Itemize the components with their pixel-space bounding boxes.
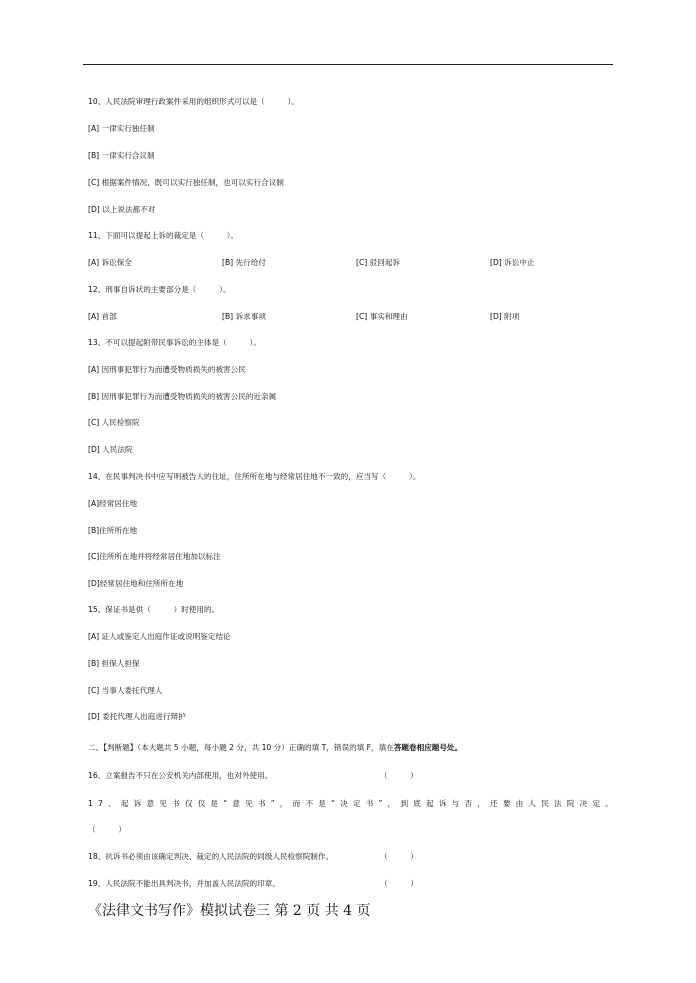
question-13-option-a: [A] 因刑事犯罪行为而遭受物质损失的被害公民 (88, 365, 246, 374)
question-14-option-b: [B]住所所在地 (88, 526, 138, 535)
question-12-options (88, 312, 588, 322)
question-14-stem: 14、在民事判决书中应写明被告人的住址，住所所在地与经常居住地不一致的，应当写（ ）。 (88, 472, 421, 481)
question-11-stem: 11、下面可以提起上诉的裁定是（ ）。 (88, 231, 239, 240)
section-2-bold: 答题卷相应题号处。 (393, 743, 463, 752)
question-11-options (88, 258, 588, 268)
question-12-option-a: [A] 首部 (88, 312, 117, 321)
question-14-option-c: [C]住所所在地并将经常居住地加以标注 (88, 552, 221, 561)
question-19-text: 19、人民法院不能出具判决书，并加盖人民法院的印章。 (88, 879, 280, 888)
question-11-option-c: [C] 驳回起诉 (356, 258, 401, 267)
question-12-option-b: [B] 诉求事项 (222, 312, 266, 321)
question-18 (88, 852, 588, 862)
question-13-stem: 13、不可以提起附带民事诉讼的主体是（ ）。 (88, 338, 261, 347)
question-19 (88, 879, 588, 889)
question-19-answer-paren: （ ） (380, 879, 418, 888)
question-16-answer-paren: （ ） (380, 771, 418, 780)
question-18-text: 18、抗诉书必须由该确定判决、裁定的人民法院的同级人民检察院制作。 (88, 852, 334, 861)
question-12-stem: 12、刑事自诉状的主要部分是（ ）。 (88, 285, 231, 294)
question-10-option-b: [B] 一律实行合议制 (88, 151, 155, 160)
question-18-answer-paren: （ ） (380, 852, 418, 861)
question-10-option-d: [D] 以上说法都不对 (88, 205, 156, 214)
question-15-option-a: [A] 证人或鉴定人出庭作证或说明鉴定结论 (88, 632, 231, 641)
question-11-option-d: [D] 诉讼中止 (490, 258, 535, 267)
question-13-option-d: [D] 人民法院 (88, 445, 133, 454)
question-12-option-d: [D] 附项 (490, 312, 520, 321)
question-16 (88, 771, 588, 781)
section-2-heading (88, 743, 462, 753)
question-11-option-b: [B] 先行给付 (222, 258, 266, 267)
page-footer: 《法律文书写作》模拟试卷三 第 2 页 共 4 页 (88, 903, 371, 919)
question-17-answer-paren: （ ） (88, 825, 126, 834)
header-rule (83, 64, 613, 65)
question-12-option-c: [C] 事实和理由 (356, 312, 408, 321)
question-10-option-a: [A] 一律实行独任制 (88, 124, 155, 133)
question-17-text: 17、起诉意见书仅仅是“意见书”，而不是“决定书”，到底起诉与否，还要由人民法院决定。 (88, 799, 618, 808)
question-16-text: 16、立案报告不只在公安机关内部使用，也对外使用。 (88, 771, 273, 780)
question-13-option-b: [B] 因刑事犯罪行为而遭受物质损失的被害公民的近亲属 (88, 392, 277, 401)
question-13-option-c: [C] 人民检察院 (88, 418, 140, 427)
question-11-option-a: [A] 诉讼保全 (88, 258, 132, 267)
question-15-option-d: [D] 委托代理人出庭进行辩护 (88, 712, 186, 721)
question-15-stem: 15、保证书是供（ ）时使用的。 (88, 605, 220, 614)
question-14-option-a: [A]经常居住地 (88, 499, 138, 508)
question-15-option-c: [C] 当事人委托代理人 (88, 686, 163, 695)
question-10-option-c: [C] 根据案件情况，既可以实行独任制，也可以实行合议制 (88, 178, 284, 187)
question-15-option-b: [B] 担保人担保 (88, 659, 140, 668)
section-2-prefix: 二、【判断题】（本大题共 5 小题，每小题 2 分，共 10 分）正确的填 T，错误的填 F，填在 (88, 743, 394, 752)
question-14-option-d: [D]经常居住地和住所所在地 (88, 579, 184, 588)
question-10-stem: 10、人民法院审理行政案件采用的组织形式可以是（ ）。 (88, 97, 299, 106)
